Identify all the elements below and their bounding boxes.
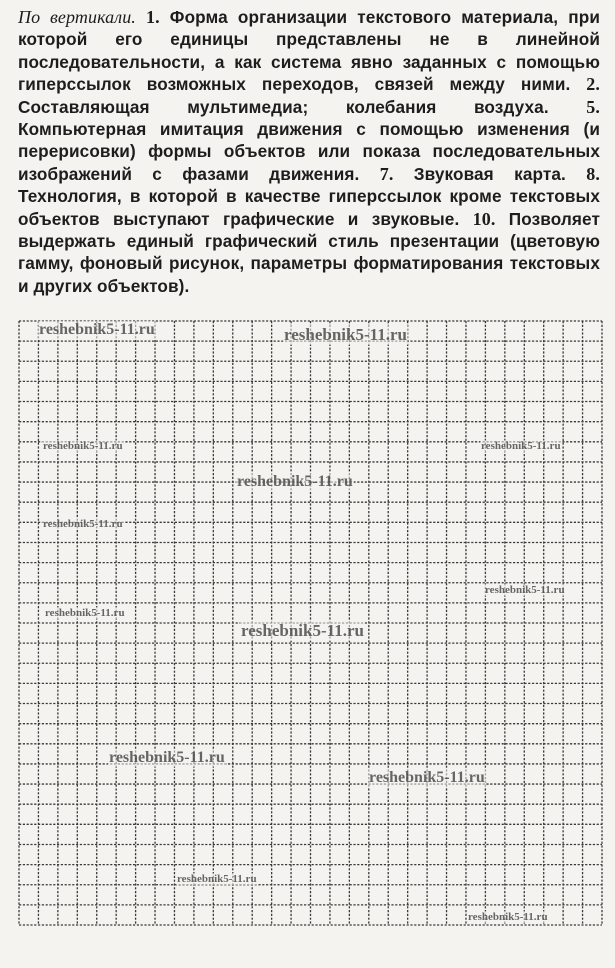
- clues-heading: По вертикали.: [18, 7, 136, 27]
- clue-10: 10. Позволяет выдержать единый графический стиль презентации (цветовую гамму, фоновый рисунок, параметры форматирования текстовых и других объектов).: [18, 208, 600, 296]
- crossword-clues-vertical: [18, 6, 600, 297]
- watermark: reshebnik5-11.ru: [241, 621, 364, 640]
- watermark: reshebnik5-11.ru: [43, 440, 123, 452]
- watermark: reshebnik5-11.ru: [468, 911, 548, 923]
- watermark: reshebnik5-11.ru: [284, 325, 407, 344]
- watermark: reshebnik5-11.ru: [237, 473, 353, 490]
- clue-5: 5. Компьютерная имитация движения с помощью изменения (и перерисовки) формы объектов или показа последовательных изображений с фазами движения.: [18, 96, 600, 184]
- watermark: reshebnik5-11.ru: [43, 518, 123, 530]
- clue-7: 7. Звуковая карта.: [379, 163, 566, 184]
- watermark: reshebnik5-11.ru: [177, 873, 257, 885]
- clue-2: 2. Составляющая мультимедиа; колебания воздуха.: [18, 74, 600, 117]
- watermark: reshebnik5-11.ru: [481, 440, 561, 452]
- clue-8: 8. Технология, в которой в качестве гиперссылок кроме текстовых объектов выступают графические и звуковые.: [18, 163, 600, 229]
- watermark: reshebnik5-11.ru: [369, 769, 485, 786]
- watermark: reshebnik5-11.ru: [39, 321, 155, 338]
- watermark: reshebnik5-11.ru: [45, 607, 125, 619]
- watermark: reshebnik5-11.ru: [109, 749, 225, 766]
- watermark: reshebnik5-11.ru: [485, 584, 565, 596]
- clue-1: 1. Форма организации текстового материала, при которой его единицы представлены не в линейной последовательности, а как система явно заданных с помощью гиперссылок возможных переходов, связей между ними.: [18, 7, 600, 95]
